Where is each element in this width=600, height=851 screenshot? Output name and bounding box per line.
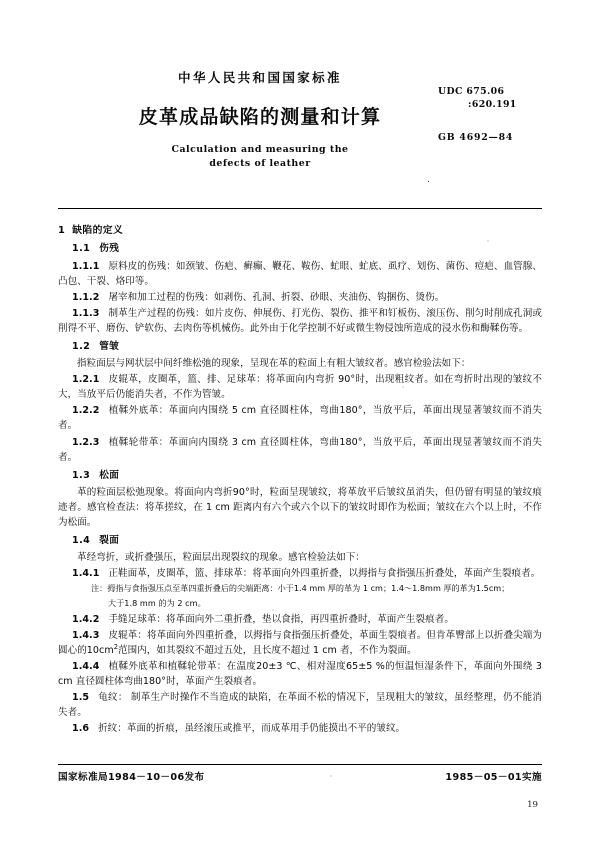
section-title-1-2: 管皱 — [99, 341, 120, 353]
document-header — [58, 0, 542, 185]
footer-divider-rule — [58, 764, 542, 765]
section-title-1-4: 裂面 — [99, 535, 120, 547]
paragraph-1-2: 指粒面层与网状层中间纤维松弛的现象，呈现在革的粒面上有粗大皱纹者。感官检验法如下： — [77, 358, 471, 370]
english-title-line2: defects of leather — [209, 158, 311, 170]
section-number-1-3: 1.3 — [72, 469, 91, 481]
section-number-1-1: 1.1 — [72, 243, 91, 255]
clause-number-1-6: 1.6 — [72, 723, 90, 735]
paragraph-1-3: 革的粒面层松弛现象。将面向内弯折90°时，粒面呈现皱纹，将革放平后皱纹虽消失，但仍留有明显的皱纹痕迹者。感官检查法：将革搓纹，在 1 cm 距离内有六个或六个以下的皱纹时即作为松面；皱纹在六个以上时，不作为松面。 — [58, 486, 542, 529]
clause-1-4-2 — [58, 612, 542, 627]
section-number-1: 1 — [58, 225, 66, 236]
scan-speck-2 — [402, 386, 404, 388]
clause-1-1-2 — [58, 290, 542, 305]
clause-1-4-4 — [58, 659, 542, 689]
section-title-1-1: 伤残 — [99, 243, 120, 255]
clause-1-4-1 — [58, 566, 542, 581]
clause-number-1-4-3: 1.4.3 — [72, 629, 100, 641]
section-heading-1-4 — [58, 533, 542, 548]
clause-1-6 — [58, 721, 542, 736]
clause-text-1-1-2: 屠宰和加工过程的伤残：如剥伤、孔洞、折裂、砂眼、夹油伤、钩捆伤、烫伤。 — [108, 291, 445, 303]
gb-standard-number: GB 4692—84 — [438, 132, 514, 144]
clause-text-1-2-2: 植鞣外底革：革面向内围绕 5 cm 直径圆柱体，弯曲180°，当放平后，革面出现显著皱纹而不消失者。 — [58, 405, 542, 432]
clause-text-1-4-2: 手缝足球革：将革面向外二重折叠，垫以食指，再四重折叠时，革面产生裂痕者。 — [108, 613, 454, 625]
section-heading-1-2 — [58, 339, 542, 354]
clause-number-1-2-1: 1.2.1 — [72, 374, 100, 386]
effective-date-text: 1985－05－01实施 — [445, 772, 542, 783]
clause-text-1-2-1: 皮辊革，皮圈革，篮、排、足球革：将革面向内弯折 90°时，出现粗纹者。如在弯折时出现的皱纹不大，当放平后仍能消失者，不作为管皱。 — [58, 374, 542, 401]
clause-number-1-5: 1.5 — [72, 692, 90, 704]
standard-organization-heading: 中华人民共和国国家标准 — [178, 70, 342, 85]
page-title: 皮革成品缺陷的测量和计算 — [138, 105, 382, 128]
clause-1-2-3 — [58, 435, 542, 465]
clause-number-1-2-3: 1.2.3 — [72, 436, 100, 448]
document-footer — [58, 769, 542, 783]
clause-number-1-1-1: 1.1.1 — [72, 260, 100, 272]
section-heading-1 — [58, 223, 542, 238]
clause-number-1-1-2: 1.1.2 — [72, 291, 100, 303]
clause-text-1-4-3-a: 皮辊革：将革面向外四重折叠，以拇指与食指强压折叠处，革面生裂痕者。但肯革臀部上以折叠尖端为圆心的10cm — [58, 629, 542, 656]
section-title-1-3: 松面 — [99, 469, 120, 481]
clause-text-1-1-1: 原料皮的伤残：如颈皱、伤疤、癣癫、鞭花、鞍伤、虻眼、虻底、虱疗、划伤、菌伤、痘疤、血管腺、凸包、干裂、烙印等。 — [58, 260, 542, 287]
english-title-line1: Calculation and measuring the — [171, 143, 349, 155]
clause-number-1-1-3: 1.1.3 — [72, 307, 100, 319]
clause-1-1-1 — [58, 259, 542, 289]
udc-classification-line1: UDC 675.06 — [438, 86, 505, 97]
scan-speck-3 — [272, 609, 274, 611]
section-title-1: 缺陷的定义 — [72, 225, 124, 236]
section-number-1-2: 1.2 — [72, 341, 91, 353]
section-heading-1-3 — [58, 468, 542, 483]
clause-1-1-3 — [58, 306, 542, 336]
note-1-4-1-line2: 大于1.8 mm 的为 2 cm。 — [108, 597, 206, 608]
clause-1-4-3 — [58, 628, 542, 658]
english-title — [58, 143, 542, 172]
clause-1-2-2 — [58, 403, 542, 433]
clause-1-2-1 — [58, 372, 542, 402]
standard-code-block — [438, 86, 542, 145]
clause-text-1-4-3-b: 范围内，如其裂纹不超过五处，且长度不超过 1 cm 者，不作为裂面。 — [117, 644, 417, 656]
paragraph-1-4: 革经弯折，或折叠强压，粒面层出现裂纹的现象。感官检验法如下： — [77, 552, 365, 564]
clause-text-1-2-3: 植鞣轮带革：革面向内围绕 3 cm 直径圆柱体，弯曲180°，当放平后，革面出现显著皱纹而不消失者。 — [58, 436, 542, 463]
superscript-square-unit: 2 — [113, 642, 118, 651]
section-number-1-4: 1.4 — [72, 535, 91, 547]
clause-number-1-4-1: 1.4.1 — [72, 568, 100, 580]
clause-1-5 — [58, 690, 542, 720]
udc-classification-line2: :620.191 — [468, 98, 517, 110]
scan-speck-1 — [487, 240, 489, 242]
clause-text-1-6: 折纹：革面的折痕，虽经滚压或推平，而成革用手仍能摸出不平的皱纹。 — [98, 723, 406, 735]
stray-dot-mark: . — [427, 175, 430, 185]
clause-number-1-4-2: 1.4.2 — [72, 613, 100, 625]
clause-text-1-1-3: 制革生产过程的伤残：如片皮伤、伸展伤、打光伤、裂伤、推平和钉板伤、滚压伤、削匀时削成孔洞或削得不平、磨伤、铲软伤、去肉伤等机械伤。此外由于化学控制不好或微生物侵蚀所造成的浸水伤和酶鞣伤等。 — [58, 307, 542, 334]
scan-speck-4 — [330, 775, 332, 777]
document-body — [58, 209, 542, 736]
clause-text-1-4-4: 植鞣外底革和植鞣轮带革：在温度20±3 ℃、相对湿度65±5 %的恒温恒湿条件下，革面向外围绕 3 cm 直径圆柱体弯曲180°时，革面产生裂痕者。 — [58, 660, 542, 687]
note-1-4-1-line1: 注：拇指与食指强压点至革四重折叠后的尖端距离：小于1.4 mm 厚的革为 1 cm；1.4～1.8mm 厚的革为1.5cm； — [91, 583, 510, 594]
issue-date-text: 国家标准局1984－10－06发布 — [58, 772, 205, 783]
clause-text-1-5: 龟纹： 制革生产时操作不当造成的缺陷，在革面不松的情况下，呈现粗大的皱纹，虽经整理，仍不能消失者。 — [58, 692, 542, 719]
clause-text-1-4-1: 正鞋面革，皮圈革，篮、排球革：将革面向外四重折叠，以拇指与食指强压折叠处，革面产生裂痕者。 — [108, 568, 541, 580]
clause-number-1-2-2: 1.2.2 — [72, 405, 100, 417]
page-number: 19 — [527, 800, 538, 810]
section-heading-1-1 — [58, 241, 542, 256]
clause-number-1-4-4: 1.4.4 — [72, 660, 100, 672]
